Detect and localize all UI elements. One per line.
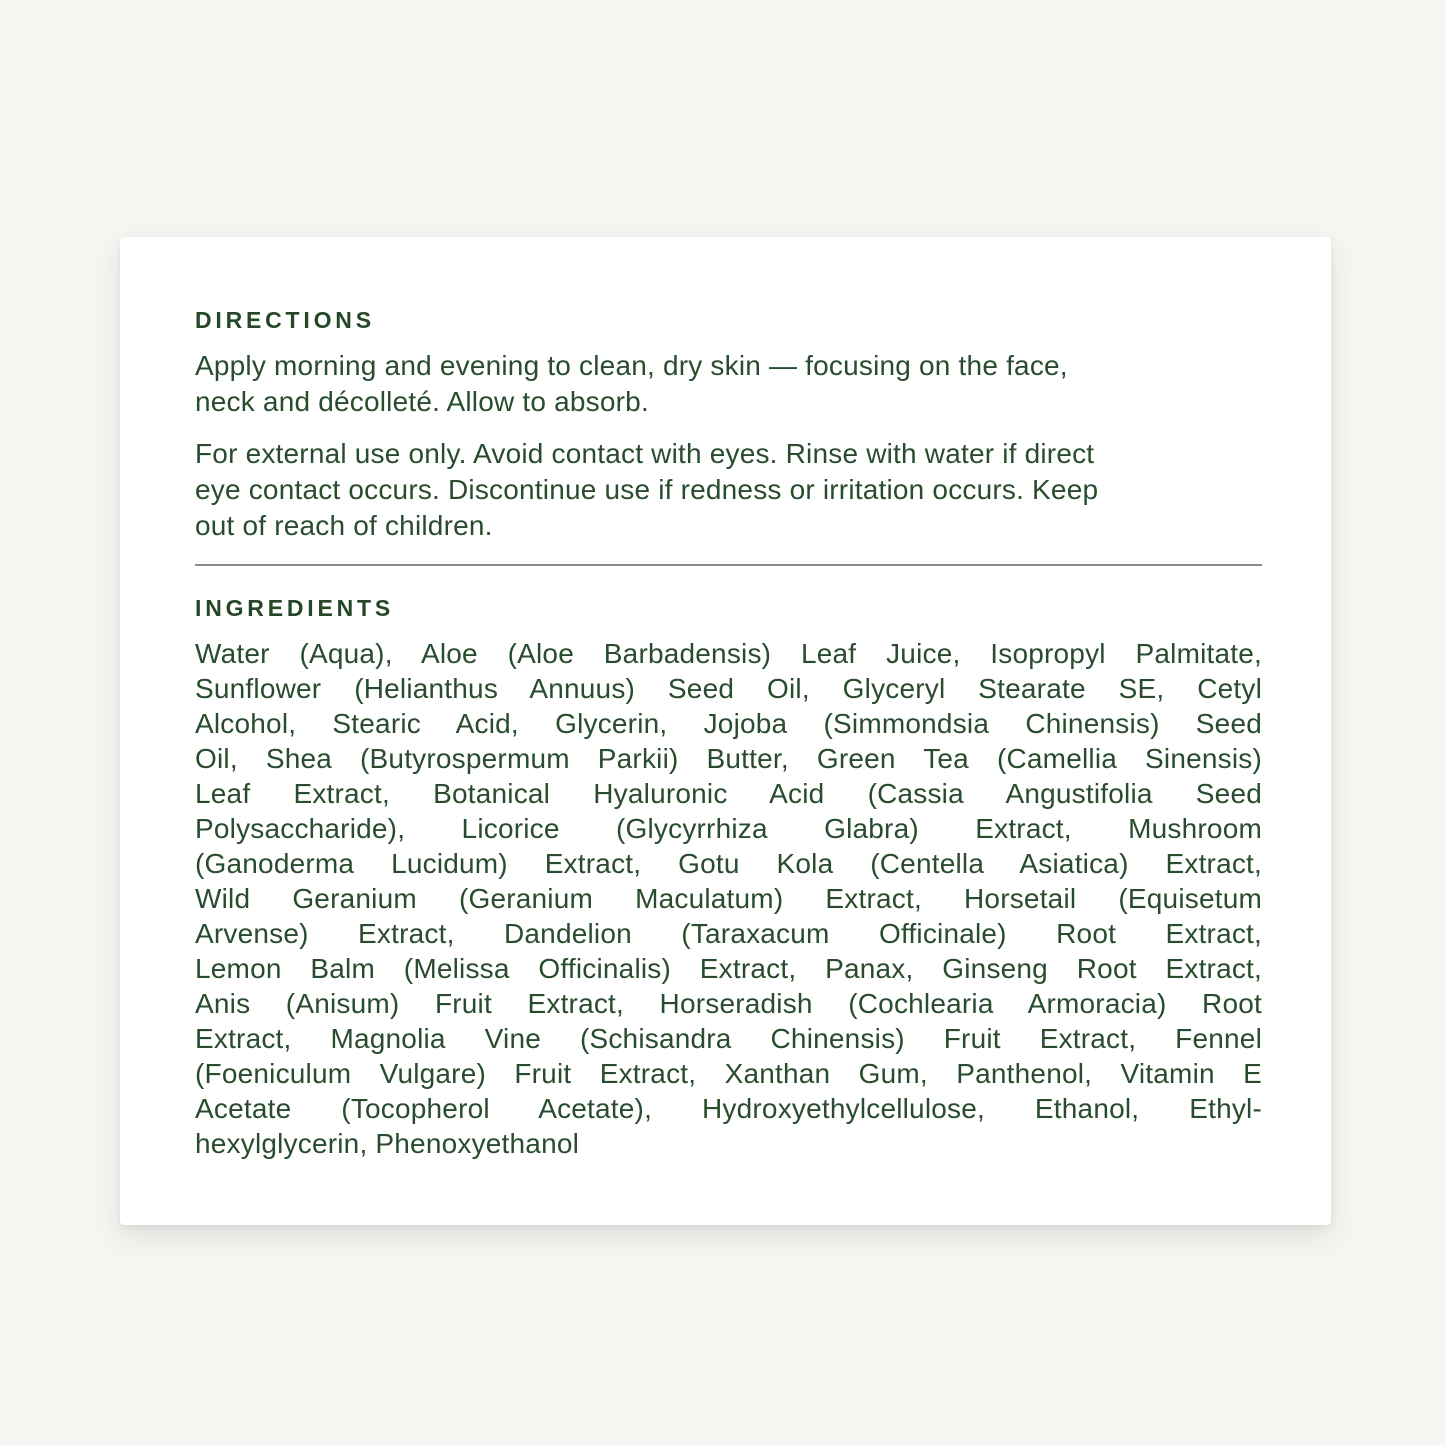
- directions-warning-line-2: eye contact occurs. Discontinue use if redness or irritation occurs. Keep: [195, 474, 1099, 505]
- ingredients-line: (Ganoderma Lucidum) Extract, Gotu Kola (Centella Asiatica) Extract,: [195, 848, 1262, 879]
- section-divider: [195, 564, 1262, 566]
- ingredients-line: Alcohol, Stearic Acid, Glycerin, Jojoba (Simmondsia Chinensis) Seed: [195, 708, 1262, 739]
- directions-heading: DIRECTIONS: [195, 307, 375, 333]
- ingredients-section: [195, 594, 1262, 1161]
- ingredients-line: Water (Aqua), Aloe (Aloe Barbadensis) Leaf Juice, Isopropyl Palmitate,: [195, 638, 1262, 669]
- ingredients-line: Lemon Balm (Melissa Officinalis) Extract, Panax, Ginseng Root Extract,: [195, 953, 1262, 984]
- directions-warning-line-3: out of reach of children.: [195, 510, 493, 541]
- directions-usage-line-1: Apply morning and evening to clean, dry skin — focusing on the face,: [195, 350, 1068, 381]
- ingredients-line: Arvense) Extract, Dandelion (Taraxacum Officinale) Root Extract,: [195, 918, 1262, 949]
- ingredients-line: Extract, Magnolia Vine (Schisandra Chinensis) Fruit Extract, Fennel: [195, 1023, 1262, 1054]
- directions-usage-line-2: neck and décolleté. Allow to absorb.: [195, 386, 649, 417]
- ingredients-line: Anis (Anisum) Fruit Extract, Horseradish (Cochlearia Armoracia) Root: [195, 988, 1262, 1019]
- ingredients-line: Wild Geranium (Geranium Maculatum) Extract, Horsetail (Equisetum: [195, 883, 1262, 914]
- directions-section: [195, 306, 1262, 544]
- ingredients-line: hexylglycerin, Phenoxyethanol: [195, 1128, 580, 1159]
- label-card: [120, 237, 1331, 1225]
- directions-paragraph-warning: [195, 436, 1262, 544]
- ingredients-line: Polysaccharide), Licorice (Glycyrrhiza Glabra) Extract, Mushroom: [195, 813, 1262, 844]
- ingredients-line: Oil, Shea (Butyrospermum Parkii) Butter, Green Tea (Camellia Sinensis): [195, 743, 1262, 774]
- ingredients-line: (Foeniculum Vulgare) Fruit Extract, Xanthan Gum, Panthenol, Vitamin E: [195, 1058, 1262, 1089]
- ingredients-list: [195, 636, 1262, 1161]
- ingredients-line: Leaf Extract, Botanical Hyaluronic Acid (Cassia Angustifolia Seed: [195, 778, 1262, 809]
- directions-paragraph-usage: [195, 348, 1262, 420]
- ingredients-line: Sunflower (Helianthus Annuus) Seed Oil, Glyceryl Stearate SE, Cetyl: [195, 673, 1262, 704]
- ingredients-heading: INGREDIENTS: [195, 595, 394, 621]
- ingredients-line: Acetate (Tocopherol Acetate), Hydroxyethylcellulose, Ethanol, Ethyl-: [195, 1093, 1262, 1124]
- directions-warning-line-1: For external use only. Avoid contact with eyes. Rinse with water if direct: [195, 438, 1095, 469]
